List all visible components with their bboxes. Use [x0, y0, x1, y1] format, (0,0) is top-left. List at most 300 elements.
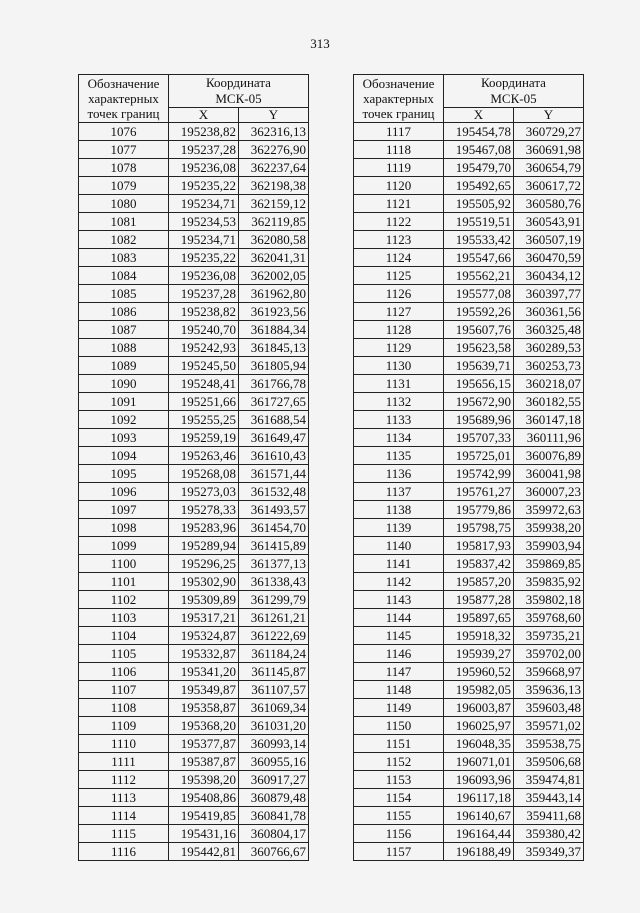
header-label-line2: характерных	[88, 91, 159, 106]
y-coordinate-cell: 359411,68	[514, 807, 584, 825]
table-row	[354, 771, 584, 789]
x-coordinate-cell: 195817,93	[444, 537, 514, 555]
x-coordinate-cell: 195467,08	[444, 141, 514, 159]
table-row	[354, 537, 584, 555]
x-coordinate-cell: 195349,87	[169, 681, 239, 699]
point-number-cell: 1119	[354, 159, 444, 177]
x-coordinate-cell: 195939,27	[444, 645, 514, 663]
y-coordinate-cell: 360955,16	[239, 753, 309, 771]
table-row	[79, 627, 309, 645]
y-coordinate-cell: 360993,14	[239, 735, 309, 753]
header-x: X	[444, 108, 514, 123]
header-coord-line2: МСК-05	[215, 91, 262, 106]
header-label-line1: Обозначение	[362, 76, 435, 91]
table-row	[354, 141, 584, 159]
y-coordinate-cell: 359802,18	[514, 591, 584, 609]
y-coordinate-cell: 360879,48	[239, 789, 309, 807]
y-coordinate-cell: 361145,87	[239, 663, 309, 681]
point-number-cell: 1108	[79, 699, 169, 717]
x-coordinate-cell: 195273,03	[169, 483, 239, 501]
y-coordinate-cell: 360543,91	[514, 213, 584, 231]
table-row	[79, 645, 309, 663]
x-coordinate-cell: 195317,21	[169, 609, 239, 627]
y-coordinate-cell: 361338,43	[239, 573, 309, 591]
point-number-cell: 1115	[79, 825, 169, 843]
y-coordinate-cell: 361222,69	[239, 627, 309, 645]
x-coordinate-cell: 195798,75	[444, 519, 514, 537]
table-row	[354, 843, 584, 861]
page-number: 313	[310, 36, 330, 51]
point-number-cell: 1110	[79, 735, 169, 753]
x-coordinate-cell: 195377,87	[169, 735, 239, 753]
table-row	[354, 789, 584, 807]
x-coordinate-cell: 195368,20	[169, 717, 239, 735]
point-number-cell: 1134	[354, 429, 444, 447]
point-number-cell: 1090	[79, 375, 169, 393]
x-coordinate-cell: 195236,08	[169, 159, 239, 177]
x-coordinate-cell: 195398,20	[169, 771, 239, 789]
y-coordinate-cell: 361031,20	[239, 717, 309, 735]
y-coordinate-cell: 362119,85	[239, 213, 309, 231]
table-row	[354, 753, 584, 771]
y-coordinate-cell: 359443,14	[514, 789, 584, 807]
table-row	[79, 771, 309, 789]
x-coordinate-cell: 195259,19	[169, 429, 239, 447]
y-coordinate-cell: 360218,07	[514, 375, 584, 393]
y-coordinate-cell: 361069,34	[239, 699, 309, 717]
table-row	[79, 555, 309, 573]
y-coordinate-cell: 361923,56	[239, 303, 309, 321]
y-coordinate-cell: 361184,24	[239, 645, 309, 663]
point-number-cell: 1083	[79, 249, 169, 267]
table-row	[354, 267, 584, 285]
point-number-cell: 1114	[79, 807, 169, 825]
table-row	[354, 393, 584, 411]
header-label-line3: точек границ	[87, 106, 160, 121]
y-coordinate-cell: 361649,47	[239, 429, 309, 447]
x-coordinate-cell: 195623,58	[444, 339, 514, 357]
x-coordinate-cell: 195236,08	[169, 267, 239, 285]
x-coordinate-cell: 195235,22	[169, 177, 239, 195]
y-coordinate-cell: 360766,67	[239, 843, 309, 861]
x-coordinate-cell: 195387,87	[169, 753, 239, 771]
table-row	[354, 627, 584, 645]
y-coordinate-cell: 359938,20	[514, 519, 584, 537]
y-coordinate-cell: 361415,89	[239, 537, 309, 555]
table-row	[79, 519, 309, 537]
point-number-cell: 1156	[354, 825, 444, 843]
x-coordinate-cell: 195547,66	[444, 249, 514, 267]
table-row	[354, 645, 584, 663]
y-coordinate-cell: 361962,80	[239, 285, 309, 303]
x-coordinate-cell: 196188,49	[444, 843, 514, 861]
x-coordinate-cell: 196048,35	[444, 735, 514, 753]
table-row	[354, 717, 584, 735]
y-coordinate-cell: 359735,21	[514, 627, 584, 645]
point-number-cell: 1099	[79, 537, 169, 555]
table-row	[354, 573, 584, 591]
table-row	[79, 123, 309, 141]
x-coordinate-cell: 195742,99	[444, 465, 514, 483]
point-number-cell: 1129	[354, 339, 444, 357]
table-row	[79, 303, 309, 321]
table-row	[354, 411, 584, 429]
y-coordinate-cell: 359636,13	[514, 681, 584, 699]
y-coordinate-cell: 359835,92	[514, 573, 584, 591]
y-coordinate-cell: 359380,42	[514, 825, 584, 843]
x-coordinate-cell: 195238,82	[169, 303, 239, 321]
y-coordinate-cell: 359702,00	[514, 645, 584, 663]
table-row	[79, 375, 309, 393]
table-row	[354, 123, 584, 141]
header-x: X	[169, 108, 239, 123]
point-number-cell: 1138	[354, 501, 444, 519]
point-number-cell: 1155	[354, 807, 444, 825]
x-coordinate-cell: 195296,25	[169, 555, 239, 573]
table-row	[79, 681, 309, 699]
table-row	[79, 231, 309, 249]
table-row	[79, 825, 309, 843]
y-coordinate-cell: 360917,27	[239, 771, 309, 789]
table-row	[354, 465, 584, 483]
x-coordinate-cell: 195245,50	[169, 357, 239, 375]
point-number-cell: 1124	[354, 249, 444, 267]
point-number-cell: 1122	[354, 213, 444, 231]
x-coordinate-cell: 195505,92	[444, 195, 514, 213]
y-coordinate-cell: 362316,13	[239, 123, 309, 141]
header-point-label	[79, 75, 169, 123]
point-number-cell: 1102	[79, 591, 169, 609]
table-row	[354, 195, 584, 213]
x-coordinate-cell: 195442,81	[169, 843, 239, 861]
y-coordinate-cell: 360397,77	[514, 285, 584, 303]
point-number-cell: 1128	[354, 321, 444, 339]
point-number-cell: 1116	[79, 843, 169, 861]
table-row	[79, 213, 309, 231]
table-row	[354, 159, 584, 177]
y-coordinate-cell: 362041,31	[239, 249, 309, 267]
y-coordinate-cell: 359768,60	[514, 609, 584, 627]
point-number-cell: 1094	[79, 447, 169, 465]
y-coordinate-cell: 361805,94	[239, 357, 309, 375]
x-coordinate-cell: 196117,18	[444, 789, 514, 807]
x-coordinate-cell: 195238,82	[169, 123, 239, 141]
point-number-cell: 1076	[79, 123, 169, 141]
point-number-cell: 1120	[354, 177, 444, 195]
y-coordinate-cell: 360691,98	[514, 141, 584, 159]
point-number-cell: 1145	[354, 627, 444, 645]
x-coordinate-cell: 195837,42	[444, 555, 514, 573]
table-row	[354, 285, 584, 303]
point-number-cell: 1143	[354, 591, 444, 609]
y-coordinate-cell: 361884,34	[239, 321, 309, 339]
y-coordinate-cell: 360289,53	[514, 339, 584, 357]
point-number-cell: 1150	[354, 717, 444, 735]
x-coordinate-cell: 195639,71	[444, 357, 514, 375]
table-row	[354, 339, 584, 357]
point-number-cell: 1093	[79, 429, 169, 447]
point-number-cell: 1104	[79, 627, 169, 645]
y-coordinate-cell: 360507,19	[514, 231, 584, 249]
x-coordinate-cell: 195309,89	[169, 591, 239, 609]
table-row	[79, 411, 309, 429]
table-row	[79, 285, 309, 303]
y-coordinate-cell: 362159,12	[239, 195, 309, 213]
table-row	[354, 447, 584, 465]
y-coordinate-cell: 361532,48	[239, 483, 309, 501]
y-coordinate-cell: 361261,21	[239, 609, 309, 627]
x-coordinate-cell: 195479,70	[444, 159, 514, 177]
y-coordinate-cell: 361377,13	[239, 555, 309, 573]
x-coordinate-cell: 196071,01	[444, 753, 514, 771]
x-coordinate-cell: 195283,96	[169, 519, 239, 537]
table-row	[354, 231, 584, 249]
point-number-cell: 1106	[79, 663, 169, 681]
x-coordinate-cell: 195689,96	[444, 411, 514, 429]
x-coordinate-cell: 196093,96	[444, 771, 514, 789]
table-row	[354, 825, 584, 843]
point-number-cell: 1103	[79, 609, 169, 627]
point-number-cell: 1081	[79, 213, 169, 231]
table-row	[79, 573, 309, 591]
table-row	[79, 699, 309, 717]
point-number-cell: 1082	[79, 231, 169, 249]
x-coordinate-cell: 195235,22	[169, 249, 239, 267]
point-number-cell: 1086	[79, 303, 169, 321]
x-coordinate-cell: 195519,51	[444, 213, 514, 231]
point-number-cell: 1100	[79, 555, 169, 573]
table-row	[79, 501, 309, 519]
y-coordinate-cell: 359869,85	[514, 555, 584, 573]
table-row	[79, 339, 309, 357]
y-coordinate-cell: 362237,64	[239, 159, 309, 177]
point-number-cell: 1125	[354, 267, 444, 285]
point-number-cell: 1151	[354, 735, 444, 753]
x-coordinate-cell: 195255,25	[169, 411, 239, 429]
x-coordinate-cell: 195431,16	[169, 825, 239, 843]
y-coordinate-cell: 360470,59	[514, 249, 584, 267]
table-row	[79, 483, 309, 501]
point-number-cell: 1121	[354, 195, 444, 213]
x-coordinate-cell: 195289,94	[169, 537, 239, 555]
x-coordinate-cell: 195725,01	[444, 447, 514, 465]
table-row	[354, 177, 584, 195]
x-coordinate-cell: 196164,44	[444, 825, 514, 843]
point-number-cell: 1136	[354, 465, 444, 483]
point-number-cell: 1140	[354, 537, 444, 555]
table-row	[79, 735, 309, 753]
x-coordinate-cell: 195857,20	[444, 573, 514, 591]
point-number-cell: 1137	[354, 483, 444, 501]
x-coordinate-cell: 195332,87	[169, 645, 239, 663]
point-number-cell: 1084	[79, 267, 169, 285]
y-coordinate-cell: 360361,56	[514, 303, 584, 321]
y-coordinate-cell: 360041,98	[514, 465, 584, 483]
table-row	[354, 807, 584, 825]
y-coordinate-cell: 359474,81	[514, 771, 584, 789]
y-coordinate-cell: 361688,54	[239, 411, 309, 429]
point-number-cell: 1088	[79, 339, 169, 357]
point-number-cell: 1095	[79, 465, 169, 483]
point-number-cell: 1133	[354, 411, 444, 429]
x-coordinate-cell: 195278,33	[169, 501, 239, 519]
x-coordinate-cell: 195656,15	[444, 375, 514, 393]
y-coordinate-cell: 360147,18	[514, 411, 584, 429]
point-number-cell: 1149	[354, 699, 444, 717]
table-row	[79, 393, 309, 411]
x-coordinate-cell: 195324,87	[169, 627, 239, 645]
x-coordinate-cell: 195234,71	[169, 231, 239, 249]
point-number-cell: 1079	[79, 177, 169, 195]
y-coordinate-cell: 362198,38	[239, 177, 309, 195]
table-row	[354, 609, 584, 627]
header-coord-line1: Координата	[206, 75, 271, 90]
header-coordinate	[444, 75, 584, 108]
point-number-cell: 1146	[354, 645, 444, 663]
table-row	[354, 699, 584, 717]
x-coordinate-cell: 195533,42	[444, 231, 514, 249]
table-row	[354, 483, 584, 501]
x-coordinate-cell: 195779,86	[444, 501, 514, 519]
x-coordinate-cell: 196025,97	[444, 717, 514, 735]
point-number-cell: 1105	[79, 645, 169, 663]
x-coordinate-cell: 195492,65	[444, 177, 514, 195]
y-coordinate-cell: 359571,02	[514, 717, 584, 735]
point-number-cell: 1123	[354, 231, 444, 249]
y-coordinate-cell: 360841,78	[239, 807, 309, 825]
point-number-cell: 1109	[79, 717, 169, 735]
point-number-cell: 1131	[354, 375, 444, 393]
y-coordinate-cell: 360580,76	[514, 195, 584, 213]
x-coordinate-cell: 195408,86	[169, 789, 239, 807]
x-coordinate-cell: 195268,08	[169, 465, 239, 483]
point-number-cell: 1111	[79, 753, 169, 771]
table-row	[354, 357, 584, 375]
x-coordinate-cell: 196140,67	[444, 807, 514, 825]
table-row	[354, 555, 584, 573]
point-number-cell: 1098	[79, 519, 169, 537]
point-number-cell: 1153	[354, 771, 444, 789]
x-coordinate-cell: 195248,41	[169, 375, 239, 393]
point-number-cell: 1091	[79, 393, 169, 411]
x-coordinate-cell: 195302,90	[169, 573, 239, 591]
point-number-cell: 1096	[79, 483, 169, 501]
point-number-cell: 1101	[79, 573, 169, 591]
header-label-line3: точек границ	[362, 106, 435, 121]
table-row	[354, 213, 584, 231]
point-number-cell: 1087	[79, 321, 169, 339]
point-number-cell: 1085	[79, 285, 169, 303]
y-coordinate-cell: 362080,58	[239, 231, 309, 249]
y-coordinate-cell: 359349,37	[514, 843, 584, 861]
coordinates-table-right	[353, 74, 584, 861]
table-row	[79, 789, 309, 807]
y-coordinate-cell: 360253,73	[514, 357, 584, 375]
point-number-cell: 1135	[354, 447, 444, 465]
x-coordinate-cell: 195237,28	[169, 285, 239, 303]
header-y: Y	[514, 108, 584, 123]
y-coordinate-cell: 360076,89	[514, 447, 584, 465]
table-row	[79, 465, 309, 483]
y-coordinate-cell: 360804,17	[239, 825, 309, 843]
x-coordinate-cell: 195242,93	[169, 339, 239, 357]
table-row	[354, 591, 584, 609]
point-number-cell: 1078	[79, 159, 169, 177]
x-coordinate-cell: 195263,46	[169, 447, 239, 465]
point-number-cell: 1112	[79, 771, 169, 789]
table-row	[354, 375, 584, 393]
point-number-cell: 1132	[354, 393, 444, 411]
y-coordinate-cell: 361299,79	[239, 591, 309, 609]
table-row	[354, 681, 584, 699]
x-coordinate-cell: 195234,53	[169, 213, 239, 231]
point-number-cell: 1130	[354, 357, 444, 375]
point-number-cell: 1107	[79, 681, 169, 699]
y-coordinate-cell: 359538,75	[514, 735, 584, 753]
table-row	[79, 195, 309, 213]
table-row	[79, 447, 309, 465]
x-coordinate-cell: 195577,08	[444, 285, 514, 303]
table-row	[79, 537, 309, 555]
x-coordinate-cell: 195960,52	[444, 663, 514, 681]
x-coordinate-cell: 195918,32	[444, 627, 514, 645]
y-coordinate-cell: 361493,57	[239, 501, 309, 519]
table-row	[79, 177, 309, 195]
x-coordinate-cell: 196003,87	[444, 699, 514, 717]
y-coordinate-cell: 362276,90	[239, 141, 309, 159]
x-coordinate-cell: 195761,27	[444, 483, 514, 501]
point-number-cell: 1144	[354, 609, 444, 627]
header-label-line1: Обозначение	[87, 76, 160, 91]
y-coordinate-cell: 362002,05	[239, 267, 309, 285]
table-row	[79, 591, 309, 609]
y-coordinate-cell: 360007,23	[514, 483, 584, 501]
table-row	[79, 717, 309, 735]
x-coordinate-cell: 195419,85	[169, 807, 239, 825]
table-row	[354, 501, 584, 519]
x-coordinate-cell: 195672,90	[444, 393, 514, 411]
coordinates-table-left	[78, 74, 309, 861]
header-y: Y	[239, 108, 309, 123]
x-coordinate-cell: 195358,87	[169, 699, 239, 717]
table-row	[79, 807, 309, 825]
x-coordinate-cell: 195562,21	[444, 267, 514, 285]
x-coordinate-cell: 195237,28	[169, 141, 239, 159]
table-row	[354, 735, 584, 753]
table-row	[354, 249, 584, 267]
x-coordinate-cell: 195234,71	[169, 195, 239, 213]
table-row	[79, 267, 309, 285]
point-number-cell: 1157	[354, 843, 444, 861]
table-row	[354, 429, 584, 447]
point-number-cell: 1141	[354, 555, 444, 573]
point-number-cell: 1077	[79, 141, 169, 159]
point-number-cell: 1080	[79, 195, 169, 213]
x-coordinate-cell: 195897,65	[444, 609, 514, 627]
x-coordinate-cell: 195592,26	[444, 303, 514, 321]
y-coordinate-cell: 361727,65	[239, 393, 309, 411]
point-number-cell: 1154	[354, 789, 444, 807]
table-row	[79, 843, 309, 861]
x-coordinate-cell: 195707,33	[444, 429, 514, 447]
x-coordinate-cell: 195341,20	[169, 663, 239, 681]
point-number-cell: 1148	[354, 681, 444, 699]
y-coordinate-cell: 361845,13	[239, 339, 309, 357]
header-point-label	[354, 75, 444, 123]
table-row	[79, 357, 309, 375]
y-coordinate-cell: 361766,78	[239, 375, 309, 393]
y-coordinate-cell: 361610,43	[239, 447, 309, 465]
